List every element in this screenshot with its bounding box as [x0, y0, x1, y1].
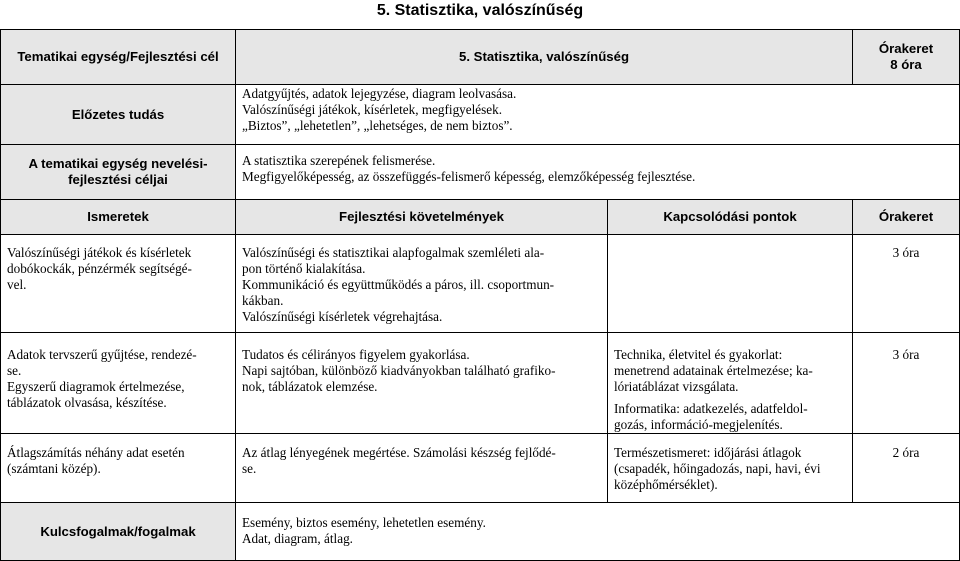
text-line: Kommunikáció és együttműködés a páros, ill. csoportmun-	[242, 277, 555, 292]
unit-hours	[853, 30, 960, 85]
text-line: Valószínűségi játékok és kísérletek	[7, 245, 192, 260]
curriculum-table	[0, 29, 960, 561]
row3-requirements	[236, 434, 608, 503]
text-line: Tudatos és célirányos figyelem gyakorlása.	[242, 347, 470, 362]
key-concepts-label: Kulcsfogalmak/fogalmak	[1, 503, 236, 561]
text-line: (csapadék, hőingadozás, napi, havi, évi	[614, 461, 821, 476]
text-line: lóriatáblázat vizsgálata.	[614, 379, 739, 394]
text-line: nok, táblázatok elemzése.	[242, 379, 378, 394]
prior-knowledge-text	[236, 85, 960, 145]
row3-hours: 2 óra	[853, 434, 960, 503]
text-line: Az átlag lényegének megértése. Számolási készség fejlődé-	[242, 445, 556, 460]
goals-label	[1, 145, 236, 200]
row2-requirements	[236, 333, 608, 434]
unit-topic: 5. Statisztika, valószínűség	[236, 30, 853, 85]
row1-connections	[608, 235, 853, 333]
col-connections: Kapcsolódási pontok	[608, 200, 853, 235]
goals-row	[1, 145, 960, 200]
key-concepts-row	[1, 503, 960, 561]
row3-connections	[608, 434, 853, 503]
goals-line: Megfigyelőképesség, az összefüggés-felismerő képesség, elemzőképesség fejlesztése.	[242, 169, 696, 184]
text-line: Napi sajtóban, különböző kiadványokban található grafiko-	[242, 363, 556, 378]
page-title: 5. Statisztika, valószínűség	[376, 2, 584, 19]
col-knowledge: Ismeretek	[1, 200, 236, 235]
row2-knowledge	[1, 333, 236, 434]
prior-line: Valószínűségi játékok, kísérletek, megfigyelések.	[242, 102, 503, 117]
text-line: Informatika: adatkezelés, adatfeldol-	[614, 401, 808, 416]
prior-knowledge-label: Előzetes tudás	[1, 85, 236, 145]
prior-knowledge-row	[1, 85, 960, 145]
text-line: kákban.	[242, 293, 284, 308]
text-line: középhőmérséklet).	[614, 477, 718, 492]
goals-label-line: A tematikai egység nevelési-	[28, 156, 208, 171]
table-row	[1, 235, 960, 333]
text-line: se.	[7, 363, 22, 378]
goals-label-line: fejlesztési céljai	[68, 172, 168, 187]
unit-label: Tematikai egység/Fejlesztési cél	[1, 30, 236, 85]
col-hours: Órakeret	[853, 200, 960, 235]
text-line: Adat, diagram, átlag.	[242, 531, 353, 546]
key-concepts-text	[236, 503, 960, 561]
text-line: Egyszerű diagramok értelmezése,	[7, 379, 185, 394]
column-header-row	[1, 200, 960, 235]
text-line: vel.	[7, 277, 27, 292]
text-line: táblázatok olvasása, készítése.	[7, 395, 167, 410]
text-line: Adatok tervszerű gyűjtése, rendezé-	[7, 347, 197, 362]
text-line: pon történő kialakítása.	[242, 261, 366, 276]
row1-requirements	[236, 235, 608, 333]
row2-hours: 3 óra	[853, 333, 960, 434]
text-line: Esemény, biztos esemény, lehetetlen esemény.	[242, 515, 486, 530]
text-line: Technika, életvitel és gyakorlat:	[614, 347, 783, 362]
prior-line: „Biztos”, „lehetetlen”, „lehetséges, de nem biztos”.	[242, 118, 513, 133]
text-line: Valószínűségi és statisztikai alapfogalmak szemléleti ala-	[242, 245, 545, 260]
row2-connections	[608, 333, 853, 434]
table-row	[1, 333, 960, 434]
text-line: Átlagszámítás néhány adat esetén	[7, 445, 185, 460]
goals-text	[236, 145, 960, 200]
text-line: (számtani közép).	[7, 461, 101, 476]
text-line: Természetismeret: időjárási átlagok	[614, 445, 802, 460]
row3-knowledge	[1, 434, 236, 503]
text-line: dobókockák, pénzérmék segítségé-	[7, 261, 192, 276]
col-requirements: Fejlesztési követelmények	[236, 200, 608, 235]
text-line: gozás, információ-megjelenítés.	[614, 417, 783, 432]
goals-line: A statisztika szerepének felismerése.	[242, 153, 436, 168]
hours-label: Órakeret	[878, 41, 934, 56]
text-line: se.	[242, 461, 257, 476]
text-line: menetrend adatainak értelmezése; ka-	[614, 363, 813, 378]
hours-value: 8 óra	[890, 57, 922, 72]
header-row	[1, 30, 960, 85]
row1-knowledge	[1, 235, 236, 333]
prior-line: Adatgyűjtés, adatok lejegyzése, diagram leolvasása.	[242, 86, 517, 101]
row1-hours: 3 óra	[853, 235, 960, 333]
text-line: Valószínűségi kísérletek végrehajtása.	[242, 309, 443, 324]
table-row	[1, 434, 960, 503]
